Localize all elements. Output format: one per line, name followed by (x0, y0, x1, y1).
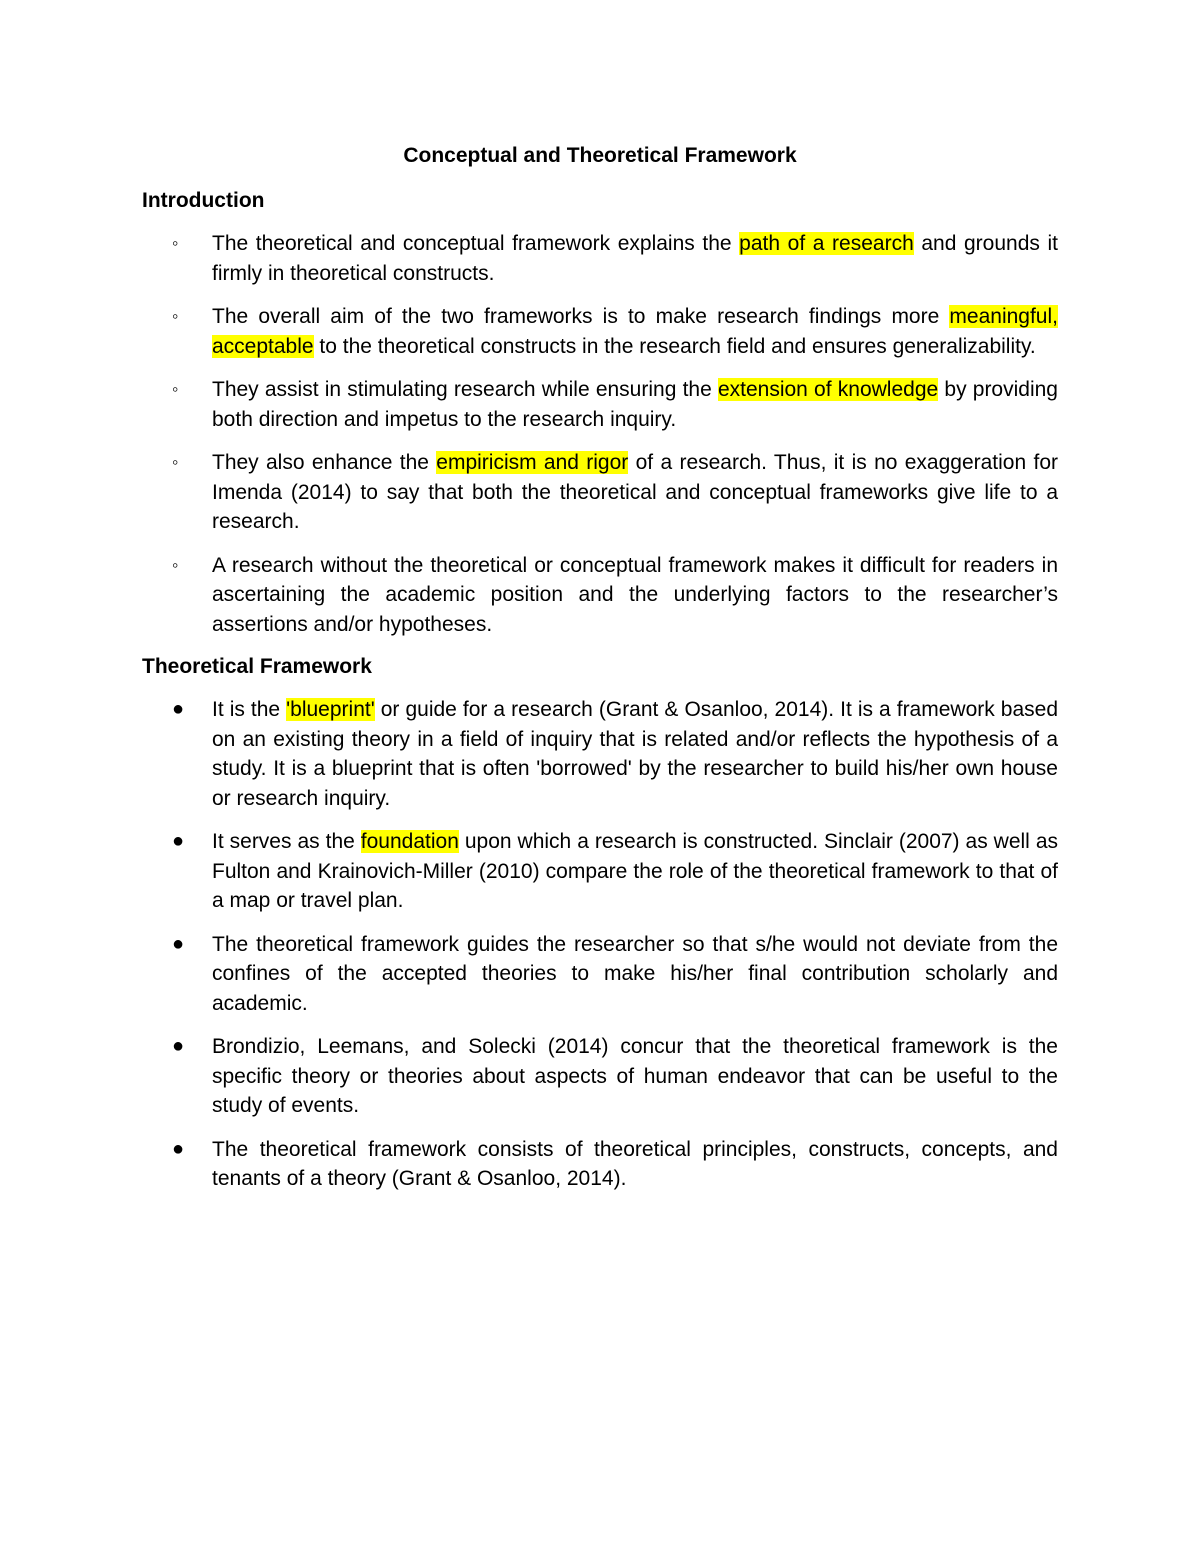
section-heading-introduction: Introduction (142, 189, 265, 212)
list-item: ◦ The theoretical and conceptual framework explains the path of a research and grounds it firmly in theoretical constructs. (142, 229, 1058, 288)
introduction-list (142, 229, 1058, 639)
hollow-circle-icon: ◦ (172, 379, 179, 399)
list-item: ● Brondizio, Leemans, and Solecki (2014) concur that the theoretical framework is the specific theory or theories about aspects of human endeavor that can be useful to the study of events. (142, 1032, 1058, 1121)
filled-dot-icon: ● (172, 1137, 185, 1160)
hollow-circle-icon: ◦ (172, 306, 179, 326)
highlighted-text: foundation (360, 830, 459, 853)
list-item: ● The theoretical framework consists of theoretical principles, constructs, concepts, and tenants of a theory (Grant & Osanloo, 2014). (142, 1135, 1058, 1194)
highlighted-text: path of a research (739, 232, 914, 255)
list-item: ◦ They assist in stimulating research while ensuring the extension of knowledge by providing both direction and impetus to the research inquiry. (142, 375, 1058, 434)
document-page (142, 140, 1058, 1194)
document-title: Conceptual and Theoretical Framework (403, 144, 797, 167)
list-item: ● It serves as the foundation upon which a research is constructed. Sinclair (2007) as well as Fulton and Krainovich-Miller (2010) compare the role of the theoretical framework to that of a map or travel plan. (142, 827, 1058, 916)
list-item: ◦ The overall aim of the two frameworks is to make research findings more meaningful, acceptable to the theoretical constructs in the research field and ensures generalizability. (142, 302, 1058, 361)
filled-dot-icon: ● (172, 932, 185, 955)
list-item: ◦ They also enhance the empiricism and rigor of a research. Thus, it is no exaggeration for Imenda (2014) to say that both the theoretical and conceptual frameworks give life to a research. (142, 448, 1058, 537)
list-item: ◦ A research without the theoretical or conceptual framework makes it difficult for readers in ascertaining the academic position and the underlying factors to the researcher’s assertions and/or hypotheses. (142, 551, 1058, 640)
highlighted-text: empiricism and rigor (436, 451, 629, 474)
hollow-circle-icon: ◦ (172, 554, 179, 575)
section-heading-theoretical-framework: Theoretical Framework (142, 655, 372, 678)
filled-dot-icon: ● (172, 1035, 185, 1057)
hollow-circle-icon: ◦ (172, 452, 179, 472)
theoretical-framework-list (142, 695, 1058, 1194)
list-item: ● It is the 'blueprint' or guide for a research (Grant & Osanloo, 2014). It is a framework based on an existing theory in a field of inquiry that is related and/or reflects the hypothesis of a study. It is a blueprint that is often 'borrowed' by the researcher to build his/her own house or research inquiry. (142, 695, 1058, 813)
list-item: ● The theoretical framework guides the researcher so that s/he would not deviate from the confines of the accepted theories to make his/her final contribution scholarly and academic. (142, 930, 1058, 1019)
hollow-circle-icon: ◦ (172, 233, 179, 253)
highlighted-text: meaningful, acceptable (212, 305, 1058, 358)
filled-dot-icon: ● (172, 830, 185, 852)
highlighted-text: 'blueprint' (286, 698, 375, 721)
filled-dot-icon: ● (172, 698, 185, 720)
highlighted-text: extension of knowledge (717, 378, 939, 401)
